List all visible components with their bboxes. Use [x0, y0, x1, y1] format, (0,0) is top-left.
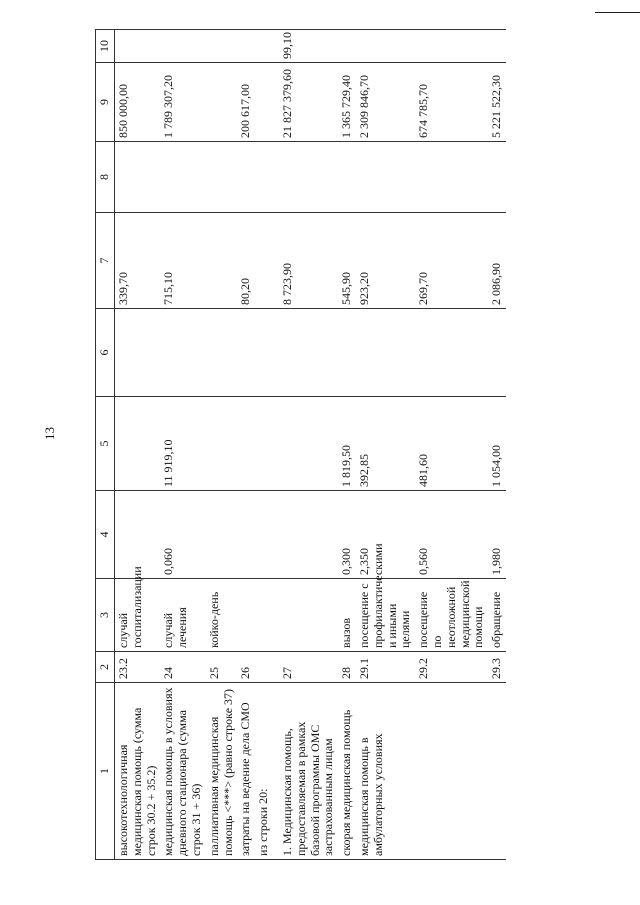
table-cell-col-10	[356, 30, 415, 63]
table-cell-col-4: 0,060	[160, 491, 205, 579]
table-cell-col-2: 29.1	[356, 652, 415, 683]
table-cell-col-10	[115, 30, 161, 63]
col-header-5: 5	[96, 397, 115, 491]
table-cell-col-6	[115, 309, 161, 397]
table-cell-col-6	[206, 309, 238, 397]
table-cell-col-7: 2 086,90	[488, 213, 506, 309]
table-cell-col-3	[273, 579, 338, 652]
table-row	[206, 30, 238, 860]
table-cell-col-4	[255, 491, 273, 579]
table-cell-col-7: 80,20	[237, 213, 255, 309]
table-cell-col-5	[273, 397, 338, 491]
table-cell-col-5: 481,60	[415, 397, 488, 491]
col-header-6: 6	[96, 309, 115, 397]
table-cell-col-1	[488, 683, 506, 860]
table-cell-col-8	[255, 142, 273, 213]
table-cell-col-9: 21 827 379,60	[273, 63, 338, 142]
table-cell-col-5: 1 819,50	[338, 397, 356, 491]
table-cell-col-3: случай госпитализации	[115, 579, 161, 652]
table-cell-col-2: 23.2	[115, 652, 161, 683]
table-cell-col-7: 339,70	[115, 213, 161, 309]
table-cell-col-3: вызов	[338, 579, 356, 652]
table-row	[273, 30, 338, 860]
table-cell-col-7	[255, 213, 273, 309]
table-cell-col-3	[237, 579, 255, 652]
table-cell-col-9: 200 617,00	[237, 63, 255, 142]
col-header-3: 3	[96, 579, 115, 652]
table-cell-col-8	[160, 142, 205, 213]
table-cell-col-5: 11 919,10	[160, 397, 205, 491]
table-cell-col-10	[255, 30, 273, 63]
table-body	[115, 30, 506, 860]
table-cell-col-8	[338, 142, 356, 213]
table-cell-col-10	[160, 30, 205, 63]
table-cell-col-9	[255, 63, 273, 142]
top-rule	[595, 12, 640, 13]
table-cell-col-7: 269,70	[415, 213, 488, 309]
table-cell-col-10	[338, 30, 356, 63]
table-cell-col-6	[338, 309, 356, 397]
table-cell-col-7: 715,10	[160, 213, 205, 309]
table-cell-col-10	[237, 30, 255, 63]
table-row	[415, 30, 488, 860]
table-cell-col-1	[415, 683, 488, 860]
table-cell-col-9: 2 309 846,70	[356, 63, 415, 142]
rotated-table-container	[95, 32, 615, 860]
table-row	[338, 30, 356, 860]
table-cell-col-2: 26	[237, 652, 255, 683]
table-cell-col-1: высокотехнологичная медицинская помощь (сумма строк 30.2 + 35.2)	[115, 683, 161, 860]
table-row	[160, 30, 205, 860]
table-cell-col-10	[415, 30, 488, 63]
table-cell-col-6	[488, 309, 506, 397]
table-cell-col-10: 99,10	[273, 30, 338, 63]
table-row	[255, 30, 273, 860]
table-cell-col-9: 850 000,00	[115, 63, 161, 142]
table-cell-col-10	[206, 30, 238, 63]
table-cell-col-2: 27	[273, 652, 338, 683]
table-cell-col-3: койко-день	[206, 579, 238, 652]
table-cell-col-5	[255, 397, 273, 491]
table-cell-col-4	[237, 491, 255, 579]
table-cell-col-8	[356, 142, 415, 213]
page-number: 13	[42, 427, 57, 440]
col-header-10: 10	[96, 30, 115, 63]
col-header-1: 1	[96, 683, 115, 860]
table-cell-col-10	[488, 30, 506, 63]
table-cell-col-7: 923,20	[356, 213, 415, 309]
financing-table	[95, 29, 506, 860]
table-cell-col-3: посещение с профилактическими и иными целями	[356, 579, 415, 652]
table-cell-col-2	[255, 652, 273, 683]
col-header-2: 2	[96, 652, 115, 683]
table-cell-col-2: 29.3	[488, 652, 506, 683]
table-cell-col-8	[488, 142, 506, 213]
table-cell-col-8	[115, 142, 161, 213]
table-cell-col-1: медицинская помощь в амбулаторных условиях	[356, 683, 415, 860]
col-header-8: 8	[96, 142, 115, 213]
table-cell-col-9: 1 789 307,20	[160, 63, 205, 142]
table-cell-col-6	[237, 309, 255, 397]
table-cell-col-6	[273, 309, 338, 397]
table-cell-col-3	[255, 579, 273, 652]
table-cell-col-2: 25	[206, 652, 238, 683]
table-row	[488, 30, 506, 860]
col-header-9: 9	[96, 63, 115, 142]
table-row	[115, 30, 161, 860]
table-cell-col-9: 1 365 729,40	[338, 63, 356, 142]
table-cell-col-3: посещение по неотложной медицинской помощи	[415, 579, 488, 652]
table-cell-col-1: паллиативная медицинская помощь <***> (равно строке 37)	[206, 683, 238, 860]
table-cell-col-2: 24	[160, 652, 205, 683]
table-cell-col-8	[206, 142, 238, 213]
table-cell-col-6	[160, 309, 205, 397]
table-cell-col-9	[206, 63, 238, 142]
table-cell-col-3: обращение	[488, 579, 506, 652]
table-cell-col-8	[415, 142, 488, 213]
table-cell-col-7: 8 723,90	[273, 213, 338, 309]
table-cell-col-5: 392,85	[356, 397, 415, 491]
table-cell-col-2: 28	[338, 652, 356, 683]
table-cell-col-9: 674 785,70	[415, 63, 488, 142]
table-cell-col-4: 0,300	[338, 491, 356, 579]
table-cell-col-1: 1. Медицинская помощь, предоставляемая в рамках базовой программы ОМС застрахованным лицам	[273, 683, 338, 860]
table-row	[237, 30, 255, 860]
table-cell-col-6	[415, 309, 488, 397]
table-cell-col-6	[255, 309, 273, 397]
col-header-4: 4	[96, 491, 115, 579]
table-cell-col-1: затраты на ведение дела СМО	[237, 683, 255, 860]
table-cell-col-4	[273, 491, 338, 579]
table-cell-col-7: 545,90	[338, 213, 356, 309]
table-cell-col-5	[115, 397, 161, 491]
table-cell-col-4	[206, 491, 238, 579]
table-cell-col-5	[237, 397, 255, 491]
table-cell-col-4: 0,560	[415, 491, 488, 579]
table-cell-col-1: скорая медицинская помощь	[338, 683, 356, 860]
table-cell-col-2: 29.2	[415, 652, 488, 683]
table-cell-col-1: медицинская помощь в условиях дневного стационара (сумма строк 31 + 36)	[160, 683, 205, 860]
table-cell-col-6	[356, 309, 415, 397]
table-cell-col-3: случай лечения	[160, 579, 205, 652]
table-header-row	[96, 30, 115, 860]
table-cell-col-9: 5 221 522,30	[488, 63, 506, 142]
table-cell-col-4: 1,980	[488, 491, 506, 579]
table-cell-col-8	[273, 142, 338, 213]
table-cell-col-7	[206, 213, 238, 309]
table-cell-col-5: 1 054,00	[488, 397, 506, 491]
col-header-7: 7	[96, 213, 115, 309]
table-cell-col-4: 2,350	[356, 491, 415, 579]
table-cell-col-5	[206, 397, 238, 491]
table-row	[356, 30, 415, 860]
table-cell-col-8	[237, 142, 255, 213]
table-cell-col-1: из строки 20:	[255, 683, 273, 860]
